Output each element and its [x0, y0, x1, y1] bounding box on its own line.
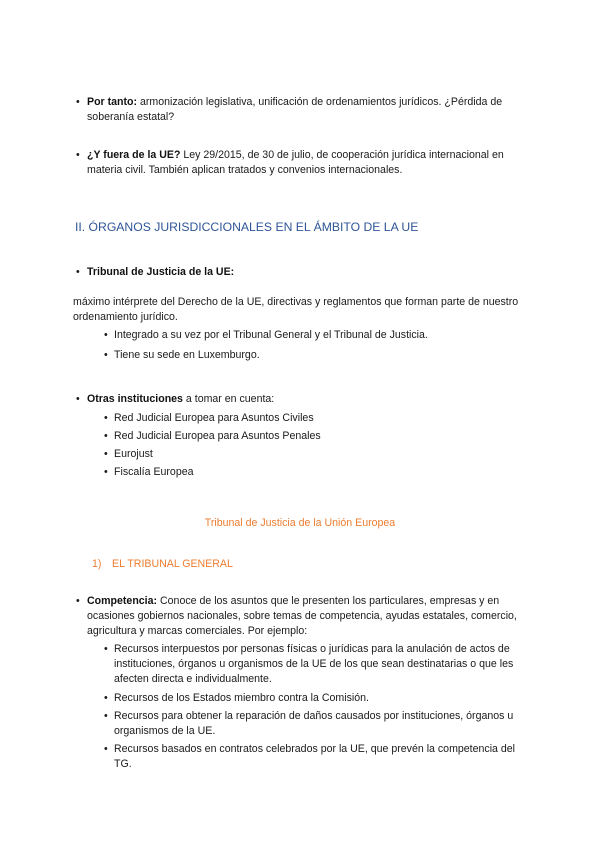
sub-bullet-text: Tiene su sede en Luxemburgo. [114, 349, 260, 361]
bullet-dot: • [104, 448, 108, 460]
bullet-dot: • [104, 329, 108, 341]
bullet-por-tanto [76, 95, 524, 125]
subsection-label: EL TRIBUNAL GENERAL [112, 558, 233, 570]
sub-bullet [104, 642, 530, 687]
sub-bullet-text: Recursos para obtener la reparación de daños causados por instituciones, órganos u organismos de la UE. [114, 710, 514, 737]
bullet-text: armonización legislativa, unificación de ordenamientos jurídicos. ¿Pérdida de soberanía estatal? [87, 96, 503, 123]
bullet-text: a tomar en cuenta: [182, 393, 275, 405]
sub-bullet [104, 429, 530, 444]
sub-bullet [104, 447, 530, 462]
bullet-tribunal-justicia [76, 265, 524, 280]
bullet-dot: • [76, 595, 80, 607]
sub-bullet-text: Red Judicial Europea para Asuntos Penales [114, 430, 321, 442]
bullet-dot: • [104, 710, 108, 722]
sub-bullet-text: Red Judicial Europea para Asuntos Civiles [114, 412, 314, 424]
subsection-number: 1) [92, 558, 102, 570]
sub-bullet [104, 691, 530, 706]
bullet-competencia [76, 594, 524, 639]
sub-bullet-text: Recursos interpuestos por personas físicas o jurídicas para la anulación de actos de instituciones, órganos u organismos de la UE de los que sean destinatarias o que les afecten directa e individualmente. [114, 643, 514, 685]
bullet-dot: • [76, 96, 80, 108]
bullet-lead: Tribunal de Justicia de la UE: [87, 266, 235, 278]
sub-bullet-text: Eurojust [114, 448, 153, 460]
bullet-otras-instituciones [76, 392, 524, 407]
sub-bullet [104, 709, 530, 739]
bullet-dot: • [76, 393, 80, 405]
sub-bullet-text: Integrado a su vez por el Tribunal General y el Tribunal de Justicia. [114, 329, 428, 341]
center-title: Tribunal de Justicia de la Unión Europea [204, 517, 396, 529]
bullet-dot: • [104, 430, 108, 442]
bullet-dot: • [76, 266, 80, 278]
sub-bullet [104, 465, 530, 480]
sub-bullet-text: Recursos de los Estados miembro contra la Comisión. [114, 692, 369, 704]
sub-bullet-text: Fiscalía Europea [114, 466, 194, 478]
section-heading: II. ÓRGANOS JURISDICCIONALES EN EL ÁMBITO DE LA UE [75, 220, 419, 234]
bullet-lead: Competencia: [87, 595, 158, 607]
bullet-fuera-ue [76, 148, 524, 178]
sub-bullet [104, 411, 530, 426]
bullet-dot: • [104, 412, 108, 424]
bullet-dot: • [76, 149, 80, 161]
sub-bullet [104, 742, 530, 772]
bullet-lead: Por tanto: [87, 96, 138, 108]
bullet-lead: Otras instituciones [87, 393, 183, 405]
sub-bullet [104, 348, 530, 363]
bullet-dot: • [104, 743, 108, 755]
sub-bullet-text: Recursos basados en contratos celebrados por la UE, que prevén la competencia del TG. [114, 743, 516, 770]
tribunal-description: máximo intérprete del Derecho de la UE, directivas y reglamentos que forman parte de nuestro ordenamiento jurídico. [73, 296, 519, 323]
bullet-lead: ¿Y fuera de la UE? [87, 149, 181, 161]
bullet-dot: • [104, 643, 108, 655]
bullet-dot: • [104, 692, 108, 704]
bullet-dot: • [104, 349, 108, 361]
sub-bullet [104, 328, 530, 343]
subsection-title [92, 557, 233, 572]
bullet-dot: • [104, 466, 108, 478]
bullet-text: Conoce de los asuntos que le presenten los particulares, empresas y en ocasiones gobiernos nacionales, sobre temas de competencia, ayudas estatales, comercio, agricultura y marcas comerciales. Por ejemplo: [87, 595, 517, 637]
bullet-text: Ley 29/2015, de 30 de julio, de cooperación jurídica internacional en materia civil. También aplican tratados y convenios internacionales. [87, 149, 504, 176]
